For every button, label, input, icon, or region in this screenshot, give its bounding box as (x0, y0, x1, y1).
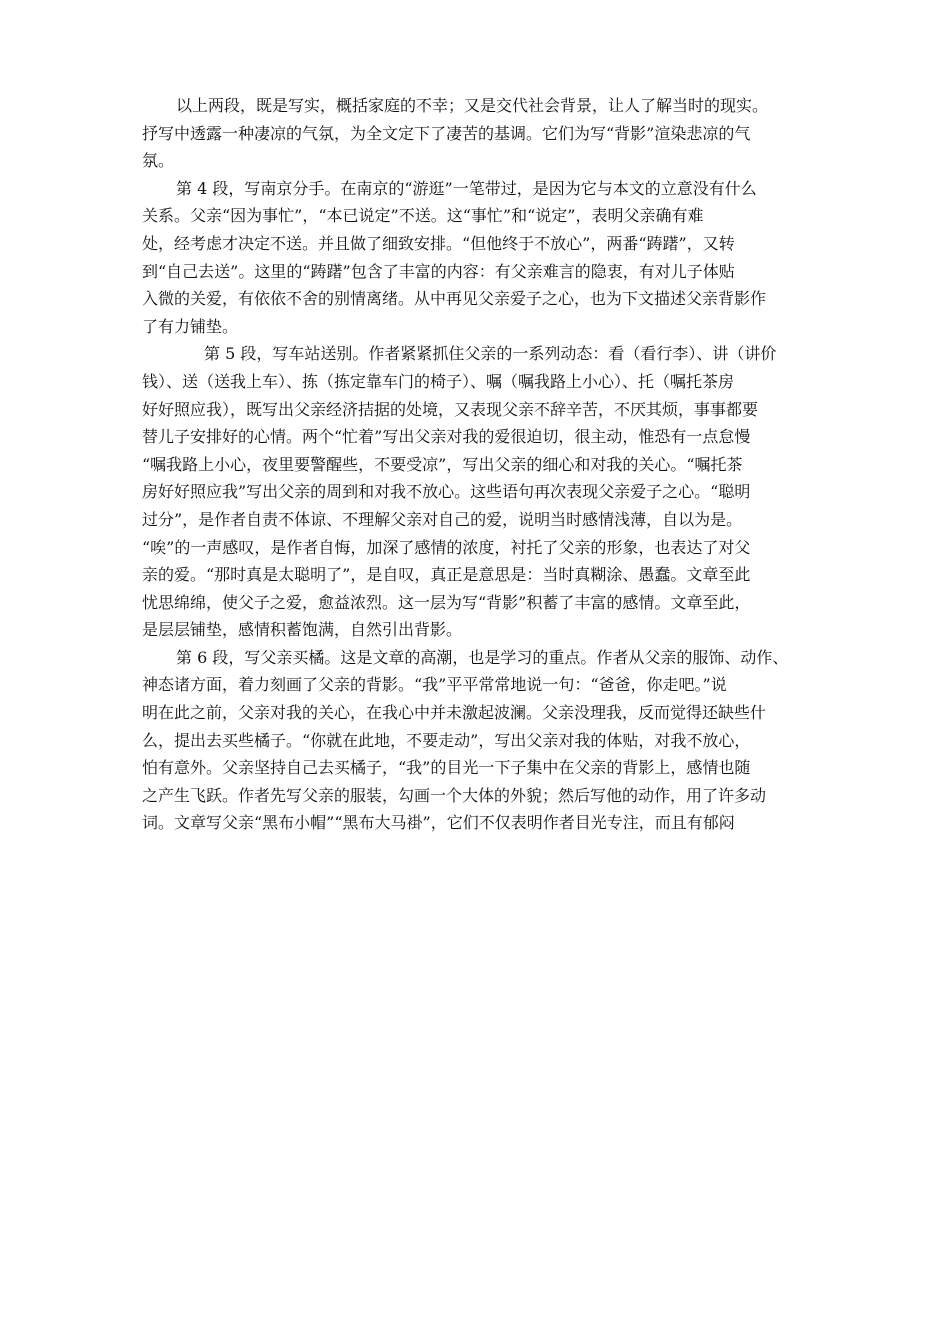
text-line: 处，经考虑才决定不送。并且做了细致安排。“但他终于不放心”，两番“踌躇”，又转 (142, 233, 735, 253)
text-line: 了有力铺垫。 (142, 316, 239, 336)
text-line: “唉”的一声感叹，是作者自悔，加深了感情的浓度，衬托了父亲的形象，也表达了对父 (142, 537, 751, 557)
text-line: 之产生飞跃。作者先写父亲的服装，勾画一个大体的外貌；然后写他的动作，用了许多动 (142, 785, 767, 805)
text-line: 过分”，是作者自责不体谅、不理解父亲对自己的爱，说明当时感情浅薄，自以为是。 (142, 509, 743, 529)
text-line: 神态诸方面，着力刻画了父亲的背影。“我”平平常常地说一句：“爸爸，你走吧。”说 (142, 675, 727, 695)
text-line: 关系。父亲“因为事忙”，“本已说定”不送。这“事忙”和“说定”，表明父亲确有难 (142, 206, 704, 226)
text-line: 替儿子安排好的心情。两个“忙着”写出父亲对我的爱很迫切，很主动，惟恐有一点怠慢 (142, 427, 751, 447)
body-text (142, 92, 812, 837)
text-line: 亲的爱。“那时真是太聪明了”，是自叹，真正是意思是：当时真糊涂、愚蠢。文章至此 (142, 565, 751, 585)
text-line: “嘱我路上小心，夜里要警醒些，不要受凉”，写出父亲的细心和对我的关心。“嘱托茶 (142, 454, 743, 474)
text-line: 氛。 (142, 151, 175, 171)
text-line: 是层层铺垫，感情积蓄饱满，自然引出背影。 (142, 620, 463, 640)
text-line: 好好照应我），既写出父亲经济拮据的处境，又表现父亲不辞辛苦，不厌其烦，事事都要 (142, 399, 759, 419)
text-line: 以上两段，既是写实，概括家庭的不幸；又是交代社会背景，让人了解当时的现实。 (176, 96, 769, 115)
text-line: 明在此之前，父亲对我的关心，在我心中并未激起波澜。父亲没理我，反而觉得还缺些什 (142, 703, 767, 723)
text-line: 词。文章写父亲“黑布小帽”“黑布大马褂”，它们不仅表明作者目光专注，而且有郁闷 (142, 813, 735, 833)
text-line: 钱）、送（送我上车）、拣（拣定靠车门的椅子）、嘱（嘱我路上小心）、托（嘱托茶房 (142, 371, 735, 391)
text-line: 第 6 段，写父亲买橘。这是文章的高潮，也是学习的重点。作者从父亲的服饰、动作、 (176, 647, 789, 667)
text-line: 第 4 段，写南京分手。在南京的“游逛”一笔带过，是因为它与本文的立意没有什么 (176, 178, 757, 198)
text-line: 抒写中透露一种凄凉的气氛，为全文定下了凄苦的基调。它们为写“背影”渲染悲凉的气 (142, 123, 751, 143)
text-line: 么，提出去买些橘子。“你就在此地，不要走动”，写出父亲对我的体贴，对我不放心， (142, 730, 751, 750)
text-line: 第 5 段，写车站送别。作者紧紧抓住父亲的一系列动态：看（看行李）、讲（讲价 (204, 344, 777, 364)
text-line: 忧思绵绵，使父子之爱，愈益浓烈。这一层为写“背影”积蓄了丰富的感情。文章至此， (142, 592, 751, 612)
text-line: 入微的关爱，有依依不舍的别情离绪。从中再见父亲爱子之心，也为下文描述父亲背影作 (142, 289, 767, 309)
text-line: 怕有意外。父亲坚持自己去买橘子，“我”的目光一下子集中在父亲的背影上，感情也随 (142, 758, 751, 778)
text-line: 房好好照应我”写出父亲的周到和对我不放心。这些语句再次表现父亲爱子之心。“聪明 (142, 482, 751, 502)
text-line: 到“自己去送”。这里的“踌躇”包含了丰富的内容：有父亲难言的隐衷，有对儿子体贴 (142, 261, 735, 281)
